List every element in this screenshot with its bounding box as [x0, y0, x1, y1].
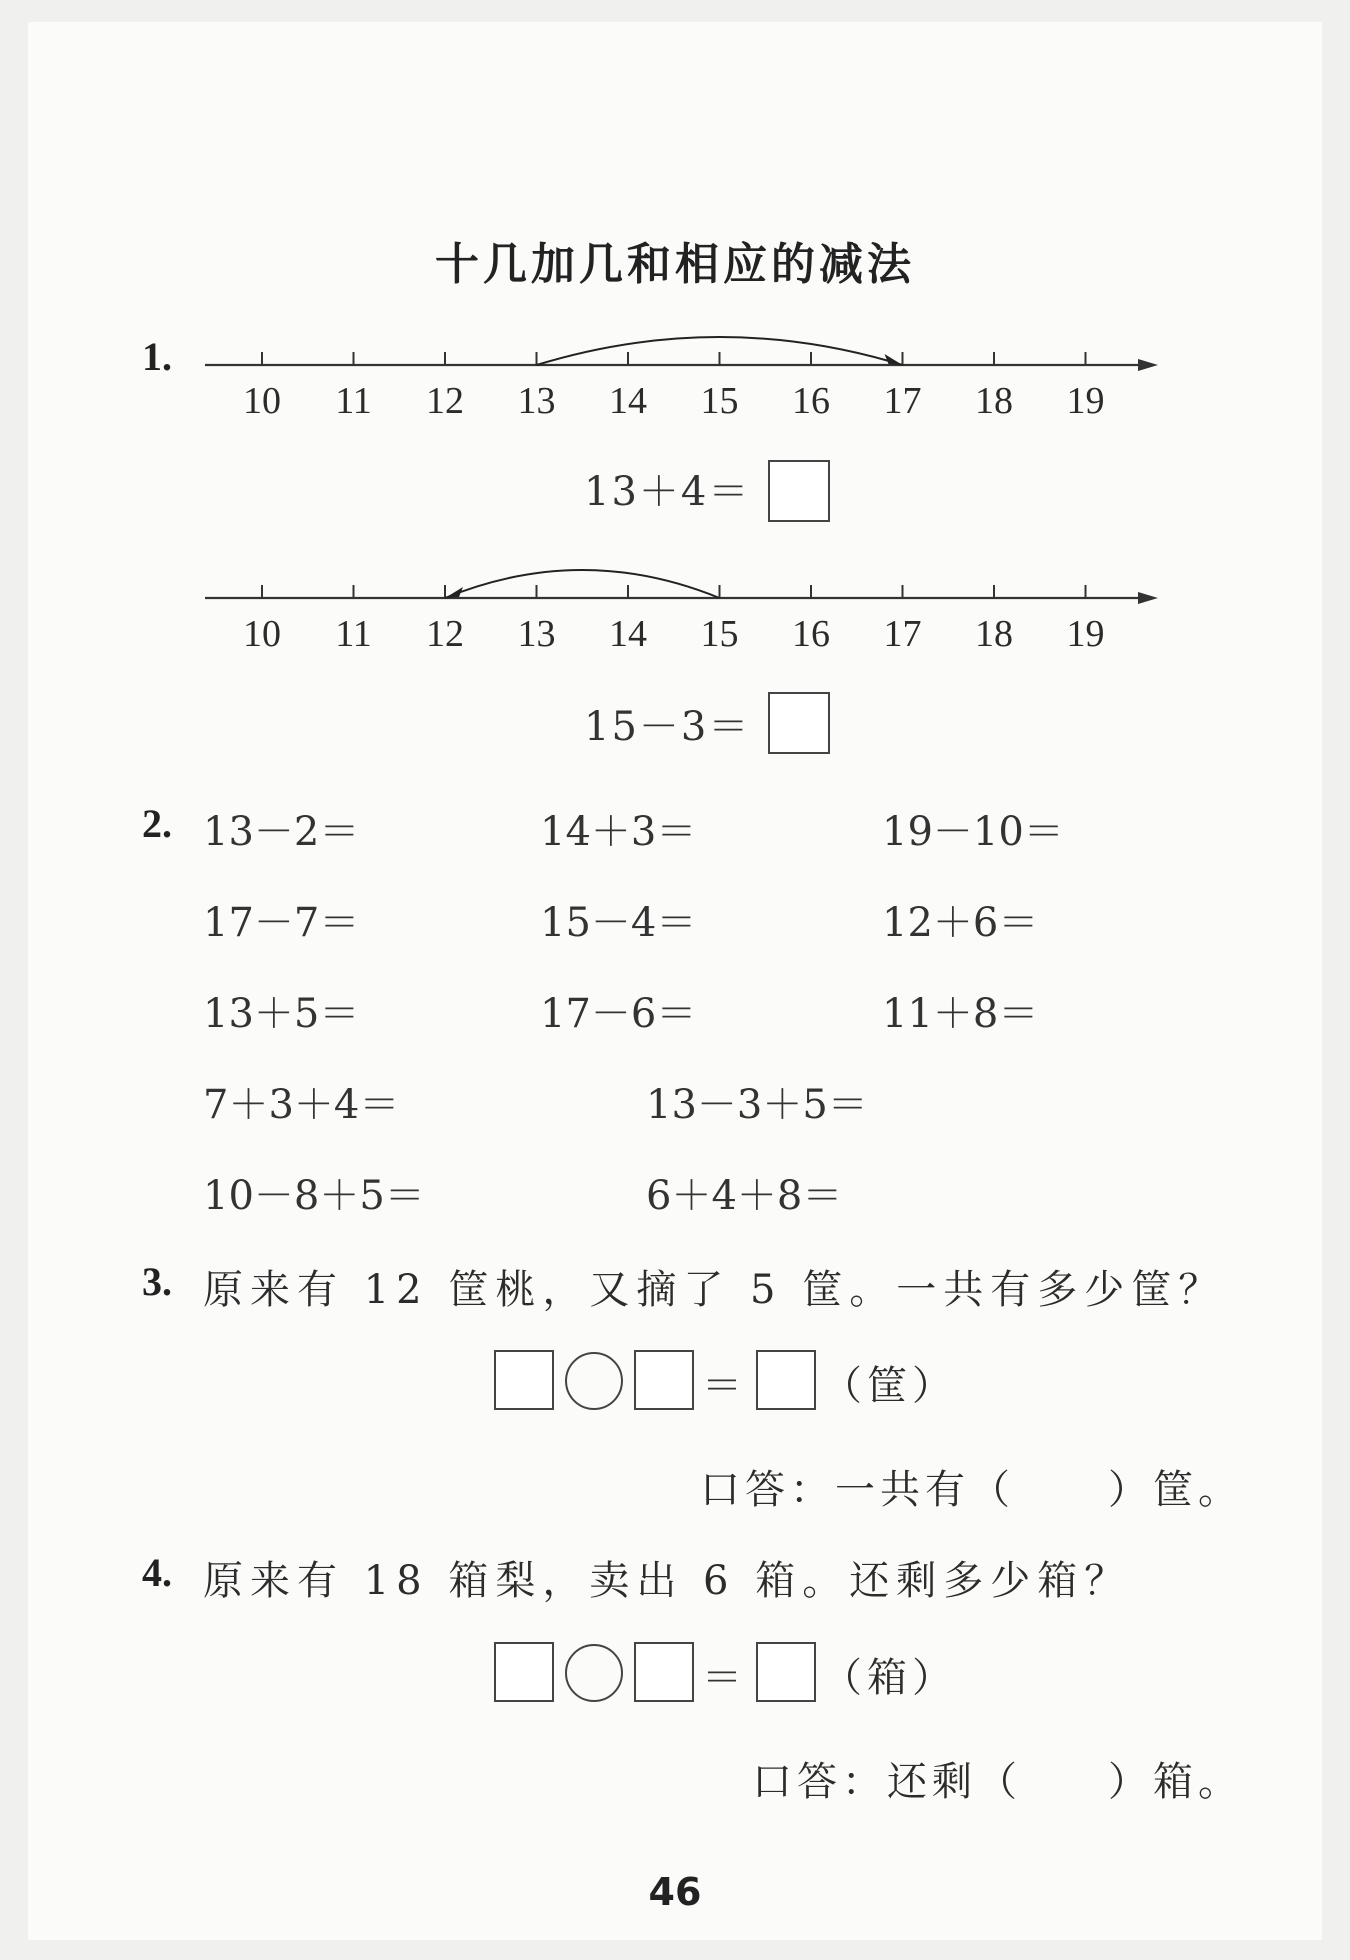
q4-unit: （箱） [822, 1655, 957, 1701]
axis-arrow-icon [1138, 592, 1158, 604]
q3-result-box[interactable] [756, 1350, 816, 1410]
tick-label: 10 [243, 380, 281, 422]
question-1-number: 1. [142, 334, 172, 379]
q2-item: 13－2＝ [203, 809, 360, 855]
question-2-number: 2. [142, 801, 172, 846]
tick-label: 13 [517, 380, 556, 422]
tick-label: 19 [1066, 613, 1105, 655]
tick-label: 10 [243, 613, 281, 655]
q3-problem-text: 原来有 12 筐桃，又摘了 5 筐。一共有多少筐？ [203, 1267, 1226, 1313]
q2-item: 7＋3＋4＝ [203, 1082, 400, 1128]
q1-answer-box-2[interactable] [768, 692, 830, 754]
q1-equation-1: 13＋4＝ [584, 469, 751, 515]
q1-answer-box-1[interactable] [768, 460, 830, 522]
q4-answer-suffix: ）箱。 [1108, 1759, 1243, 1805]
tick-label: 15 [700, 613, 739, 655]
q3-answer-suffix: ）筐。 [1108, 1467, 1243, 1513]
q2-item: 17－6＝ [540, 991, 697, 1037]
q2-item: 13－3＋5＝ [646, 1082, 868, 1128]
jump-arrowhead-icon [885, 354, 903, 365]
tick-label: 16 [792, 613, 830, 655]
q3-operand-box-1[interactable] [494, 1350, 554, 1410]
tick-label: 17 [883, 380, 922, 422]
q3-equals-sign: ＝ [702, 1363, 742, 1409]
page-title: 十几加几和相应的减法 [435, 239, 915, 290]
tick-label: 12 [426, 613, 464, 655]
question-4-number: 4. [142, 1550, 172, 1595]
q4-equals-sign: ＝ [702, 1655, 742, 1701]
jump-arc [445, 570, 720, 598]
q2-item: 19－10＝ [882, 809, 1064, 855]
tick-label: 13 [517, 613, 556, 655]
q4-operand-box-2[interactable] [634, 1642, 694, 1702]
tick-label: 17 [883, 613, 922, 655]
q4-result-box[interactable] [756, 1642, 816, 1702]
q2-item: 11＋8＝ [882, 991, 1039, 1037]
q2-item: 14＋3＝ [540, 809, 697, 855]
tick-label: 14 [609, 613, 647, 655]
q3-answer-prefix: 口答：一共有（ [700, 1467, 1015, 1513]
tick-label: 16 [792, 380, 830, 422]
tick-label: 12 [426, 380, 464, 422]
q4-operand-box-1[interactable] [494, 1642, 554, 1702]
tick-label: 18 [975, 613, 1013, 655]
q2-item: 17－7＝ [203, 900, 360, 946]
q3-unit: （筐） [822, 1363, 957, 1409]
q2-item: 15－4＝ [540, 900, 697, 946]
q1-equation-2: 15－3＝ [584, 704, 751, 750]
tick-label: 19 [1066, 380, 1105, 422]
q4-problem-text: 原来有 18 箱梨，卖出 6 箱。还剩多少箱？ [203, 1558, 1132, 1604]
number-line-2 [0, 553, 1350, 663]
tick-label: 15 [700, 380, 739, 422]
q3-operator-circle[interactable] [565, 1352, 623, 1410]
tick-label: 11 [335, 380, 372, 422]
page-number: 46 [648, 1870, 702, 1914]
q4-answer-prefix: 口答：还剩（ [752, 1759, 1022, 1805]
tick-label: 18 [975, 380, 1013, 422]
tick-label: 14 [609, 380, 647, 422]
q2-item: 13＋5＝ [203, 991, 360, 1037]
q2-item: 12＋6＝ [882, 900, 1039, 946]
q2-item: 6＋4＋8＝ [646, 1173, 843, 1219]
q4-answer-blank[interactable] [1012, 1750, 1112, 1796]
number-line-1 [0, 320, 1350, 430]
axis-arrow-icon [1138, 359, 1158, 371]
q4-operator-circle[interactable] [565, 1644, 623, 1702]
question-3-number: 3. [142, 1259, 172, 1304]
q2-item: 10－8＋5＝ [203, 1173, 425, 1219]
tick-label: 11 [335, 613, 372, 655]
q3-answer-blank[interactable] [1012, 1458, 1112, 1504]
q3-operand-box-2[interactable] [634, 1350, 694, 1410]
